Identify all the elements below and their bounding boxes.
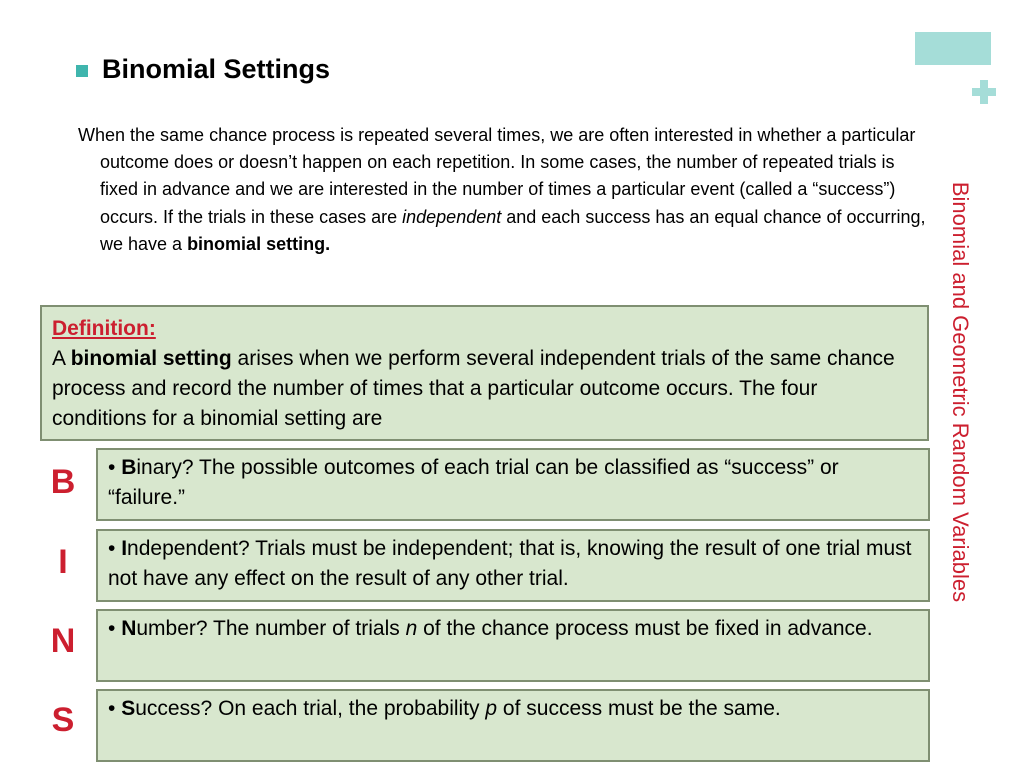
letter-i: I (58, 543, 68, 581)
square-bullet-icon (76, 65, 88, 77)
condition-text-2: of the chance process must be fixed in advance. (417, 617, 873, 640)
intro-paragraph (78, 122, 933, 258)
accent-rectangle (915, 32, 991, 65)
side-title: Binomial and Geometric Random Variables (948, 181, 973, 603)
definition-title: Definition: (52, 317, 156, 340)
variable-n: n (405, 617, 418, 640)
condition-initial: B (121, 456, 137, 479)
plus-icon (970, 78, 998, 106)
intro-text-2: and each success has an equal chance of occurring, we have a (100, 206, 926, 254)
bullet: • (108, 617, 122, 640)
condition-text-1: umber? The number of trials (136, 617, 406, 640)
bullet: • (108, 537, 122, 560)
definition-text-2: arises when we perform several independent trials of the same chance process and record the number of times that a particular outcome occurs. The four conditions for a binomial setting are (52, 347, 895, 430)
intro-bold: binomial setting. (187, 233, 331, 254)
letter-b: B (50, 463, 76, 501)
definition-text (52, 344, 917, 434)
condition-text-2: of success must be the same. (497, 697, 781, 720)
condition-number (96, 609, 930, 682)
bullet: • (108, 456, 122, 479)
intro-text-1: When the same chance process is repeated several times, we are often interested in whether a particular outcome does or doesn’t happen on each repetition. In some cases, the number of repeated trials is fixed in advance and we are interested in the number of times a particular event (called a “success”) occurs. If the trials in these cases are (78, 125, 916, 227)
heading-text: Binomial Settings (102, 54, 331, 84)
condition-success (96, 689, 930, 762)
slide-heading (76, 54, 330, 85)
condition-initial: I (121, 537, 128, 560)
definition-box (40, 305, 929, 441)
definition-bold: binomial setting (70, 347, 232, 370)
condition-independent (96, 529, 930, 602)
letter-n: N (50, 622, 76, 660)
condition-initial: N (121, 617, 137, 640)
letter-s: S (51, 701, 75, 739)
variable-p: p (485, 697, 498, 720)
condition-text: ndependent? Trials must be independent; that is, knowing the result of one trial must not have any effect on the result of any other trial. (108, 537, 912, 590)
condition-text: inary? The possible outcomes of each trial can be classified as “success” or “failure.” (108, 456, 839, 509)
intro-italic: independent (402, 206, 502, 227)
bullet: • (108, 697, 122, 720)
condition-binary (96, 448, 930, 521)
definition-text-1: A (52, 347, 71, 370)
condition-initial: S (121, 697, 136, 720)
condition-text-1: uccess? On each trial, the probability (135, 697, 486, 720)
